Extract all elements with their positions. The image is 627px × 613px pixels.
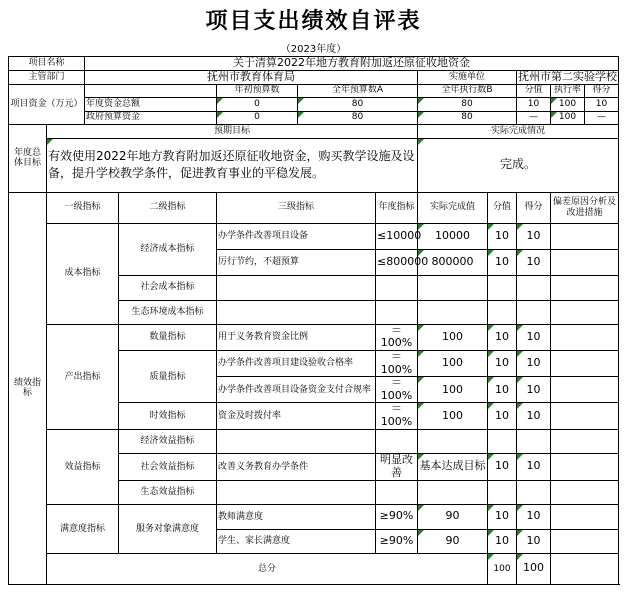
funds-row-total-name: 年度资金总额 xyxy=(85,97,217,111)
cost-l3: 办学条件改善项目设备 xyxy=(217,223,376,249)
perf-target: ＝100% xyxy=(376,350,418,376)
funds-cell: 80 xyxy=(418,111,517,124)
perf-got: 10 xyxy=(517,377,551,403)
actual-goal-text: 完成。 xyxy=(418,138,619,192)
total-label: 总分 xyxy=(47,553,488,584)
funds-cell: 80 xyxy=(298,111,418,124)
expected-goal-label: 预期目标 xyxy=(47,124,418,138)
benefit-l2-eco: 生态效益指标 xyxy=(119,480,217,504)
perf-got: 10 xyxy=(517,529,551,553)
perf-score: 10 xyxy=(488,377,517,403)
cost-l2-economic: 经济成本指标 xyxy=(119,223,217,275)
funds-cell: 80 xyxy=(298,97,418,111)
perf-score: 10 xyxy=(488,529,517,553)
project-name-value: 关于清算2022年地方教育附加返还原征收地资金 xyxy=(85,57,619,71)
cost-l3: 厉行节约，不超预算 xyxy=(217,249,376,275)
output-l2-quantity: 数量指标 xyxy=(119,324,217,350)
funds-header-executed: 全年执行数B xyxy=(418,84,517,97)
funds-header-annual: 全年预算数A xyxy=(298,84,418,97)
output-l3: 办学条件改善项目设备资金支付合规率 xyxy=(217,377,376,403)
perf-actual: 基本达成目标 xyxy=(418,453,488,480)
output-l3: 资金及时拨付率 xyxy=(217,403,376,429)
benefit-l3: 改善义务教育办学条件 xyxy=(217,453,376,480)
funds-label: 项目资金（万元） xyxy=(9,84,85,124)
perf-actual: 90 xyxy=(418,504,488,529)
evaluation-table xyxy=(8,56,619,585)
funds-header-got: 得分 xyxy=(585,84,619,97)
cost-l1: 成本指标 xyxy=(47,223,119,324)
perf-target: ＝100% xyxy=(376,324,418,350)
total-got: 100 xyxy=(517,553,551,584)
expected-goal-text: 有效使用2022年地方教育附加返还原征收地资金，购买教学设施及设备，提升学校教学条件，促进教育事业的平稳发展。 xyxy=(47,138,418,192)
funds-cell: 100 xyxy=(551,111,585,124)
perf-header-notes: 偏差原因分析及改进措施 xyxy=(551,192,619,223)
perf-header-got: 得分 xyxy=(517,192,551,223)
funds-row-gov-name: 政府预算资金 xyxy=(85,111,217,124)
perf-header-actual: 实际完成值 xyxy=(418,192,488,223)
funds-cell: 10 xyxy=(517,97,551,111)
perf-actual: 90 xyxy=(418,529,488,553)
project-name-label: 项目名称 xyxy=(9,57,85,71)
perf-header-l1: 一级指标 xyxy=(47,192,119,223)
perf-got: 10 xyxy=(517,223,551,249)
perf-got: 10 xyxy=(517,504,551,529)
impl-unit-value: 抚州市第二实验学校 xyxy=(518,69,618,83)
funds-cell: 100 xyxy=(551,97,585,111)
funds-cell: 80 xyxy=(418,97,517,111)
impl-unit-label: 实施单位 xyxy=(418,70,517,84)
perf-actual: 800000 xyxy=(418,249,488,275)
perf-target: ≥90% xyxy=(376,529,418,553)
output-l2-time: 时效指标 xyxy=(119,403,217,429)
dept-value: 抚州市教育体育局 xyxy=(85,70,418,84)
satisfaction-l3: 学生、家长满意度 xyxy=(217,529,376,553)
perf-header-l2: 二级指标 xyxy=(119,192,217,223)
funds-header-score: 分值 xyxy=(517,84,551,97)
satisfaction-l3: 教师满意度 xyxy=(217,504,376,529)
cost-l2-social: 社会成本指标 xyxy=(119,275,217,300)
benefit-l1: 效益指标 xyxy=(47,429,119,504)
page-title: 项目支出绩效自评表 xyxy=(205,8,422,34)
perf-actual: 10000 xyxy=(418,223,488,249)
perf-label: 绩效指标 xyxy=(9,192,47,584)
funds-cell: — xyxy=(517,111,551,124)
funds-header-rate: 执行率 xyxy=(551,84,585,97)
output-l1: 产出指标 xyxy=(47,324,119,429)
perf-score: 10 xyxy=(488,504,517,529)
perf-score: 10 xyxy=(488,350,517,376)
cost-l2-eco: 生态环境成本指标 xyxy=(119,300,217,324)
funds-cell: 0 xyxy=(217,111,298,124)
perf-actual: 100 xyxy=(418,377,488,403)
perf-score: 10 xyxy=(488,403,517,429)
satisfaction-l2: 服务对象满意度 xyxy=(119,504,217,553)
total-score: 100 xyxy=(488,553,517,584)
funds-header-initial: 年初预算数 xyxy=(217,84,298,97)
benefit-l2-social: 社会效益指标 xyxy=(119,453,217,480)
perf-target: ≥90% xyxy=(376,504,418,529)
perf-score: 10 xyxy=(488,453,517,480)
output-l2-quality: 质量指标 xyxy=(119,350,217,403)
perf-got: 10 xyxy=(517,350,551,376)
funds-cell: 10 xyxy=(585,97,619,111)
funds-cell: 0 xyxy=(217,97,298,111)
perf-header-score: 分值 xyxy=(488,192,517,223)
perf-target: ≤10000 xyxy=(376,223,418,249)
goals-label: 年度总体目标 xyxy=(9,124,47,192)
perf-actual: 100 xyxy=(418,350,488,376)
perf-target: ＝100% xyxy=(376,377,418,403)
perf-got: 10 xyxy=(517,249,551,275)
dept-label: 主管部门 xyxy=(9,70,85,84)
benefit-l2-economic: 经济效益指标 xyxy=(119,429,217,453)
perf-got: 10 xyxy=(517,403,551,429)
perf-header-l3: 三级指标 xyxy=(217,192,376,223)
perf-got: 10 xyxy=(517,324,551,350)
perf-target: ≤800000 xyxy=(376,249,418,275)
output-l3: 用于义务教育资金比例 xyxy=(217,324,376,350)
year-label: （2023年度） xyxy=(280,44,347,55)
perf-got: 10 xyxy=(517,453,551,480)
output-l3: 办学条件改善项目建设验收合格率 xyxy=(217,350,376,376)
perf-actual: 100 xyxy=(418,324,488,350)
funds-cell: — xyxy=(585,111,619,124)
perf-score: 10 xyxy=(488,249,517,275)
perf-score: 10 xyxy=(488,324,517,350)
perf-header-target: 年度指标 xyxy=(376,192,418,223)
perf-score: 10 xyxy=(488,223,517,249)
perf-target: 明显改善 xyxy=(376,453,418,480)
actual-goal-label: 实际完成情况 xyxy=(418,124,619,138)
perf-actual: 100 xyxy=(418,403,488,429)
satisfaction-l1: 满意度指标 xyxy=(47,504,119,553)
perf-target: ＝100% xyxy=(376,403,418,429)
